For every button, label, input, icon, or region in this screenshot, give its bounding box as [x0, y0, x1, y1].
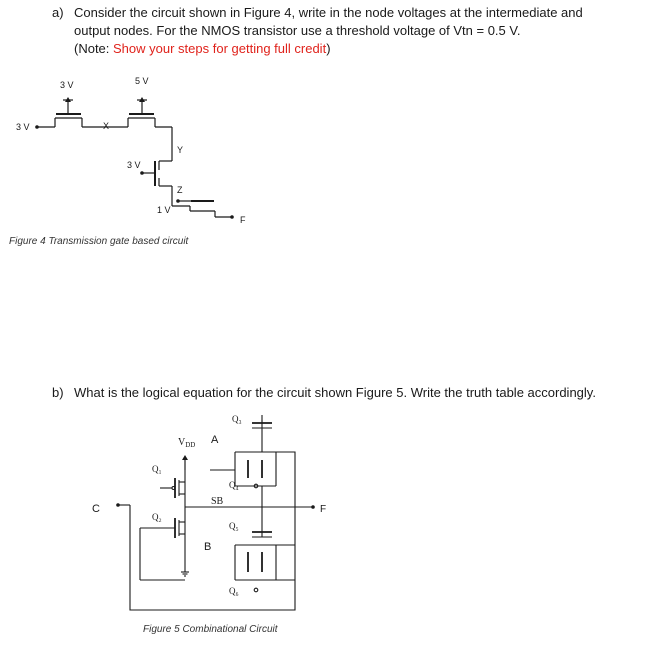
- label-z: Z: [177, 185, 183, 195]
- label-q5: Q₅: [229, 521, 239, 531]
- label-q6: Q₆: [229, 586, 239, 596]
- label-q1: Q₁: [152, 464, 162, 474]
- question-b-text: What is the logical equation for the circuit shown Figure 5. Write the truth table accordingly.: [74, 385, 596, 400]
- label-x: X: [103, 121, 110, 131]
- question-b-label: b): [52, 385, 64, 400]
- figure-4-caption: Figure 4 Transmission gate based circuit: [9, 236, 189, 247]
- label-sb: SB: [211, 496, 224, 507]
- note-red-text: Show your steps for getting full credit: [113, 41, 327, 56]
- label-y: Y: [177, 145, 184, 155]
- label-q4: Q₄: [229, 480, 239, 490]
- label-f: F: [240, 215, 246, 225]
- label-q2: Q₂: [152, 512, 162, 522]
- label-vdd: $V_{DD}$: [178, 437, 196, 449]
- label-3v-left: 3 V: [16, 122, 30, 132]
- label-3v-mid: 3 V: [127, 160, 141, 170]
- node-dot-f5: [311, 505, 315, 509]
- label-b: B: [204, 541, 212, 553]
- node-dot-c: [116, 503, 120, 507]
- label-3v-top: 3 V: [60, 80, 74, 90]
- vdd-arrow: [182, 455, 188, 460]
- question-a-line2: output nodes. For the NMOS transistor use a threshold voltage of Vtn = 0.5 V.: [74, 23, 521, 38]
- figure-5-caption: Figure 5 Combinational Circuit: [143, 624, 278, 635]
- label-1v: 1 V: [157, 205, 171, 215]
- question-a-label: a): [52, 5, 64, 20]
- label-5v-top: 5 V: [135, 76, 149, 86]
- note-prefix: (Note:: [74, 41, 114, 56]
- label-a: A: [211, 434, 219, 446]
- label-q3: Q₃: [232, 414, 242, 424]
- note-suffix: ): [326, 41, 331, 56]
- label-f5: F: [320, 504, 327, 515]
- label-c: C: [92, 503, 100, 515]
- question-a-line1: Consider the circuit shown in Figure 4, write in the node voltages at the intermediate and: [74, 5, 583, 20]
